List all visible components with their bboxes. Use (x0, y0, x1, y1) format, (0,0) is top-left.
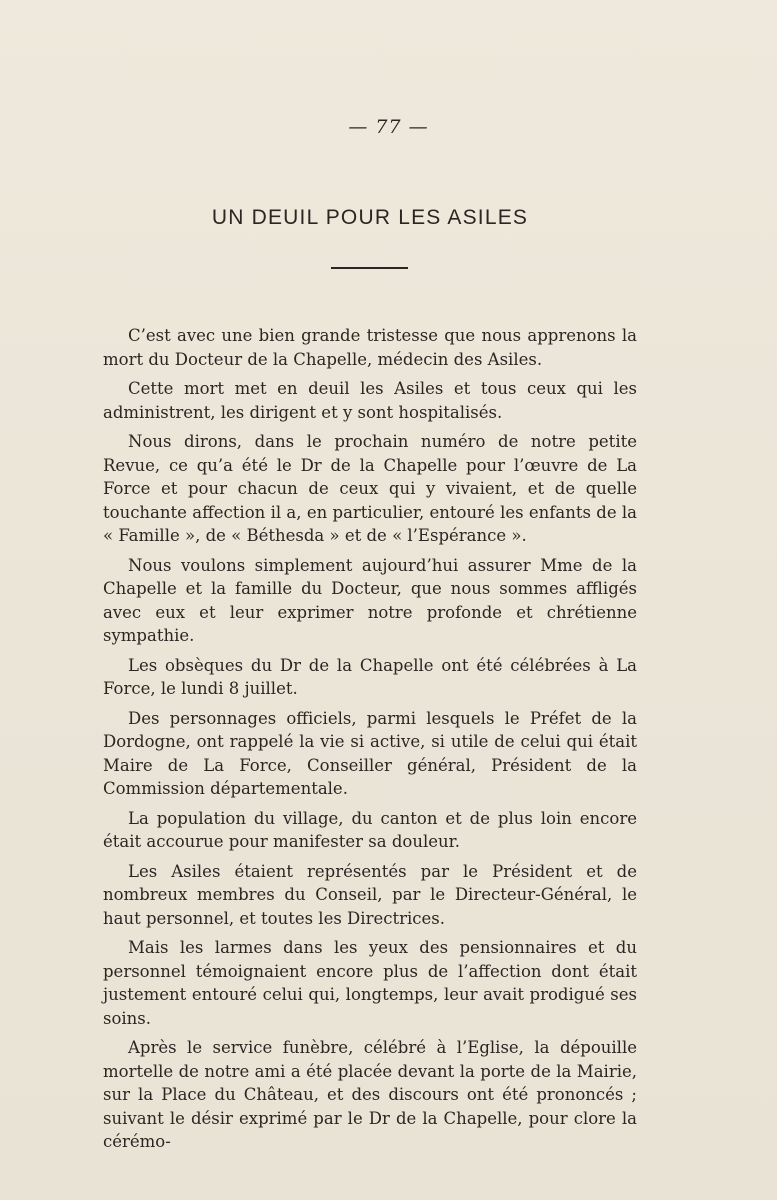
article-body (103, 324, 637, 1160)
paragraph: Nous dirons, dans le prochain numéro de notre petite Revue, ce qu’a été le Dr de la Chapelle pour l’œuvre de La Force et pour chacun de ceux qui y vivaient, et de quelle touchante affection il a, en particulier, entouré les enfants de la « Famille », de « Béthesda » et de « l’Espérance ». (103, 432, 637, 545)
paragraph: C’est avec une bien grande tristesse que nous apprenons la mort du Docteur de la Chapelle, médecin des Asiles. (103, 326, 637, 369)
page-number: — 77 — (348, 116, 429, 138)
paragraph: Mais les larmes dans les yeux des pensionnaires et du personnel témoignaient encore plus de l’affection dont était justement entouré celui qui, longtemps, leur avait prodigué ses soins. (103, 938, 637, 1028)
paragraph: La population du village, du canton et de plus loin encore était accourue pour manifester sa douleur. (103, 808, 637, 851)
paragraph: Cette mort met en deuil les Asiles et tous ceux qui les administrent, les dirigent et y sont hospitalisés. (103, 379, 637, 422)
paragraph: Les obsèques du Dr de la Chapelle ont été célébrées à La Force, le lundi 8 juillet. (103, 655, 637, 698)
paragraph: Les Asiles étaient représentés par le Président et de nombreux membres du Conseil, par le Directeur-Général, le haut personnel, et toutes les Directrices. (103, 861, 637, 928)
title-divider (331, 267, 408, 269)
paragraph: Nous voulons simplement aujourd’hui assurer Mme de la Chapelle et la famille du Docteur, que nous sommes affligés avec eux et leur exprimer notre profonde et chrétienne sympathie. (103, 555, 637, 645)
paragraph: Des personnages officiels, parmi lesquels le Préfet de la Dordogne, ont rappelé la vie si active, si utile de celui qui était Maire de La Force, Conseiller général, Président de la Commission départementale. (103, 708, 637, 798)
paragraph: Après le service funèbre, célébré à l’Eglise, la dépouille mortelle de notre ami a été placée devant la porte de la Mairie, sur la Place du Château, et des discours ont été prononcés ; suivant le désir exprimé par le Dr de la Chapelle, pour clore la cérémo- (103, 1038, 637, 1151)
article-title: UN DEUIL POUR LES ASILES (211, 206, 529, 229)
